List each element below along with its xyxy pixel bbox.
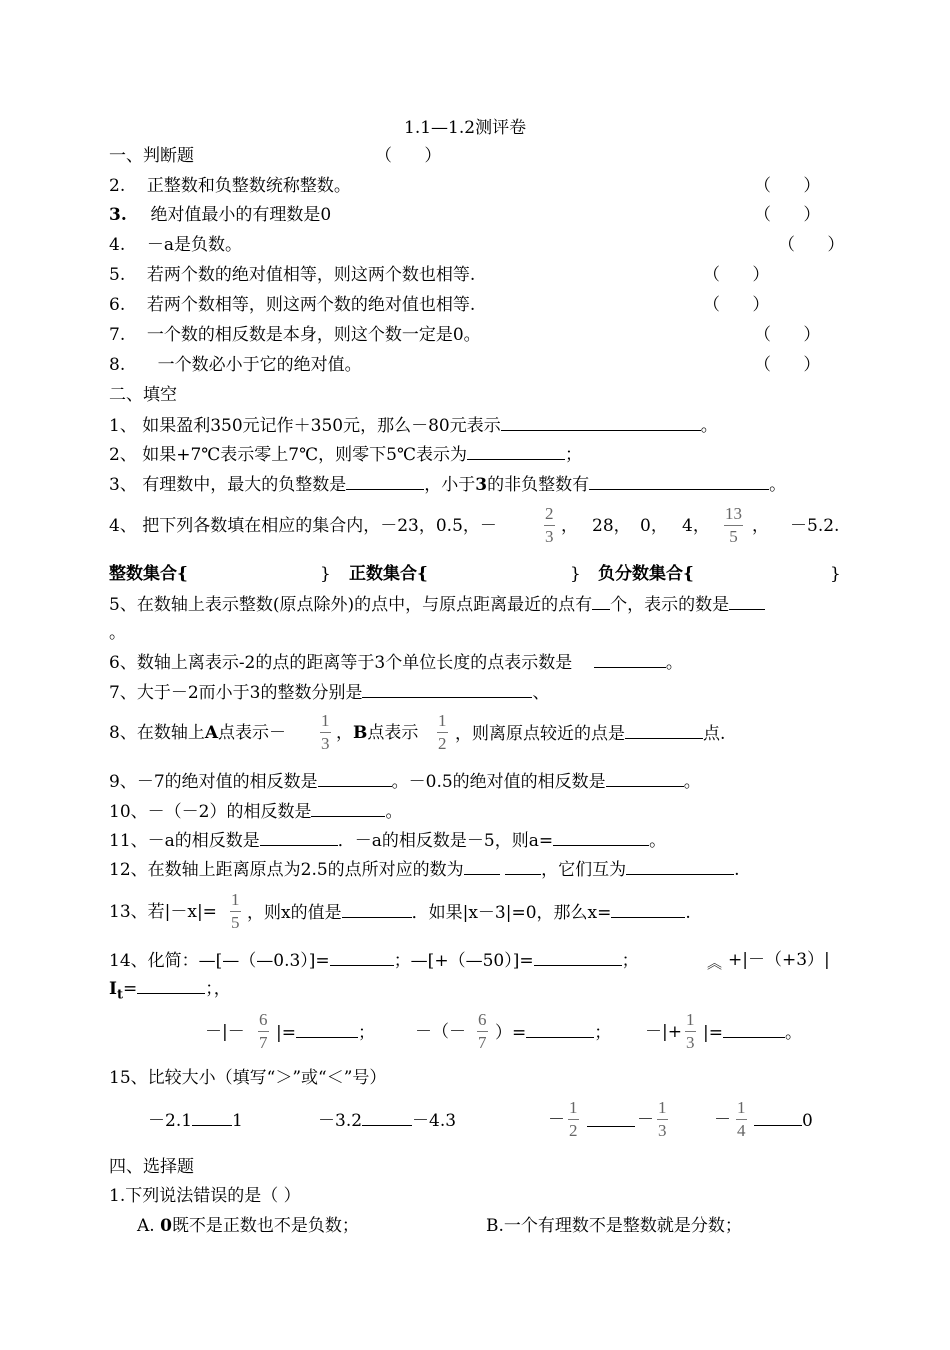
answer-blank[interactable] <box>342 901 412 918</box>
fill-q14-abs: +|－（+3）| <box>728 950 830 970</box>
compare-4-end: 0 <box>754 1109 813 1132</box>
fraction: 2 3 <box>545 504 554 546</box>
fill-q14: 14、化简：—[—（—0.3）]= ；—[+（—50）]= ； <box>109 951 639 971</box>
answer-blank[interactable] <box>754 1109 802 1126</box>
chevron-up-icon: ︽ <box>707 954 723 972</box>
compare-3-sign: － <box>637 1110 654 1130</box>
answer-blank[interactable] <box>589 473 769 490</box>
answer-blank[interactable] <box>505 858 541 875</box>
section-4-heading: 四、选择题 <box>109 1157 194 1177</box>
fill-q7: 7、大于－2而小于3的整数分别是 、 <box>109 683 550 703</box>
answer-blank[interactable] <box>587 1110 635 1127</box>
number-item: 4， <box>682 516 710 536</box>
fill-q12: 12、在数轴上距离原点为2.5的点所对应的数为 ，它们互为 . <box>109 860 740 880</box>
answer-blank[interactable] <box>346 473 424 490</box>
answer-blank[interactable] <box>626 858 734 875</box>
answer-blank[interactable] <box>501 414 701 431</box>
compare-1: －2.1 1 <box>148 1111 243 1131</box>
section-1-heading: 一、判断题 <box>109 146 194 166</box>
expr-prefix: －|+ <box>645 1022 682 1042</box>
compare-2: －3.2 －4.3 <box>318 1111 457 1131</box>
answer-paren: （ ） <box>375 146 442 166</box>
answer-blank[interactable] <box>330 949 394 966</box>
answer-blank[interactable] <box>606 770 684 787</box>
fill-q15: 15、比较大小（填写“＞”或“＜”号） <box>109 1068 387 1088</box>
answer-blank[interactable] <box>260 829 338 846</box>
judge-item: 2. 正整数和负整数统称整数。 <box>109 176 351 196</box>
fill-q2: 2、 如果+7℃表示零上7℃，则零下5℃表示为 ； <box>109 445 582 465</box>
answer-blank[interactable] <box>625 722 703 739</box>
fill-q5: 5、在数轴上表示整数(原点除外)的点中，与原点距离最近的点有 个，表示的数是 <box>109 593 765 616</box>
fill-q8-end: ，则离原点较近的点是 点. <box>455 724 726 744</box>
judge-item: 4. －a是负数。 <box>109 235 242 255</box>
fraction: 1 2 <box>569 1098 578 1140</box>
answer-blank[interactable] <box>296 1021 358 1038</box>
negative-fraction-set-label: 负分数集合{ <box>598 564 694 584</box>
fraction: 1 2 <box>438 711 447 753</box>
compare-4-sign: － <box>714 1110 731 1130</box>
answer-paren: （ ） <box>754 325 821 345</box>
number-item: 28， <box>592 516 631 536</box>
answer-paren: （ ） <box>703 265 770 285</box>
answer-blank[interactable] <box>723 1021 785 1038</box>
fill-q10: 10、－（－2）的相反数是 。 <box>109 802 403 822</box>
answer-blank[interactable] <box>362 681 532 698</box>
fill-q13-end: ，则x的值是 ．如果|x－3|=0，那么x= . <box>247 903 691 923</box>
answer-blank[interactable] <box>526 1021 594 1038</box>
compare-3-sign: － <box>548 1110 565 1130</box>
page-title: 1.1—1.2测评卷 <box>404 118 527 138</box>
set-close: } <box>320 564 331 584</box>
answer-paren: （ ） <box>754 176 821 196</box>
answer-blank[interactable] <box>192 1109 232 1126</box>
fraction: 13 5 <box>725 504 742 546</box>
fraction: 1 5 <box>231 890 240 932</box>
expr-prefix: －|－ <box>205 1022 245 1042</box>
answer-blank[interactable] <box>594 651 666 668</box>
number-item: 0， <box>640 516 668 536</box>
expr-prefix: －（－ <box>415 1022 466 1042</box>
answer-blank[interactable] <box>137 977 205 994</box>
fraction: 6 7 <box>259 1010 268 1052</box>
fill-q11: 11、－a的相反数是 ．－a的相反数是－5，则a= 。 <box>109 831 667 851</box>
separator: ， <box>561 516 578 536</box>
answer-blank[interactable] <box>464 858 500 875</box>
answer-paren: （ ） <box>778 235 845 255</box>
fill-q8: 8、在数轴上A点表示－ <box>109 723 287 743</box>
choice-q1: 1.下列说法错误的是（ ） <box>109 1186 301 1206</box>
judge-item: 3. 绝对值最小的有理数是0 <box>109 205 332 225</box>
fill-q9: 9、－7的绝对值的相反数是 。－0.5的绝对值的相反数是 。 <box>109 772 701 792</box>
fraction: 1 3 <box>321 711 330 753</box>
answer-blank[interactable] <box>534 949 622 966</box>
answer-blank[interactable] <box>611 901 685 918</box>
separator: ， <box>752 516 769 536</box>
section-2-heading: 二、填空 <box>109 385 177 405</box>
answer-blank[interactable] <box>553 829 649 846</box>
expr-suffix: |= ； <box>276 1023 375 1043</box>
judge-item: 7. 一个数的相反数是本身，则这个数一定是0。 <box>109 325 481 345</box>
fill-q14-line2: $I_t=$ ；， <box>109 979 231 1003</box>
judge-item: 5. 若两个数的绝对值相等，则这两个数也相等. <box>109 265 476 285</box>
answer-paren: （ ） <box>703 295 770 315</box>
answer-blank[interactable] <box>592 593 610 610</box>
fill-q6: 6、数轴上离表示-2的点的距离等于3个单位长度的点表示数是 。 <box>109 653 683 673</box>
answer-blank[interactable] <box>362 1109 412 1126</box>
period: 。 <box>109 623 126 643</box>
judge-item: 8. 一个数必小于它的绝对值。 <box>109 355 362 375</box>
answer-paren: （ ） <box>754 205 821 225</box>
positive-set-label: 正数集合{ <box>349 564 428 584</box>
answer-blank[interactable] <box>311 800 385 817</box>
fill-q13: 13、若|－x|= <box>109 902 217 922</box>
number-item: －5.2. <box>790 516 840 536</box>
fill-q4: 4、 把下列各数填在相应的集合内，－23，0.5，－ <box>109 516 497 536</box>
fraction: 1 3 <box>658 1098 667 1140</box>
judge-item: 6. 若两个数相等，则这两个数的绝对值也相等. <box>109 295 476 315</box>
expr-suffix: ）= ； <box>495 1023 612 1043</box>
integer-set-label: 整数集合{ <box>109 564 188 584</box>
choice-option-b[interactable]: B.一个有理数不是整数就是分数； <box>486 1216 742 1236</box>
answer-paren: （ ） <box>754 355 821 375</box>
fill-q1: 1、 如果盈利350元记作＋350元，那么－80元表示 。 <box>109 416 718 436</box>
fraction: 1 4 <box>737 1098 746 1140</box>
fraction: 1 3 <box>686 1010 695 1052</box>
fraction: 6 7 <box>478 1010 487 1052</box>
choice-option-a[interactable]: A. 0既不是正数也不是负数； <box>137 1216 359 1236</box>
answer-blank[interactable] <box>467 443 565 460</box>
answer-blank[interactable] <box>318 770 392 787</box>
fill-q8-mid: ，B点表示 <box>336 723 419 743</box>
answer-blank[interactable] <box>729 593 765 610</box>
set-close: } <box>830 564 841 584</box>
expr-suffix: |= 。 <box>703 1023 802 1043</box>
set-close: } <box>570 564 581 584</box>
fill-q3: 3、 有理数中，最大的负整数是 ，小于3的非负整数有 。 <box>109 475 787 495</box>
